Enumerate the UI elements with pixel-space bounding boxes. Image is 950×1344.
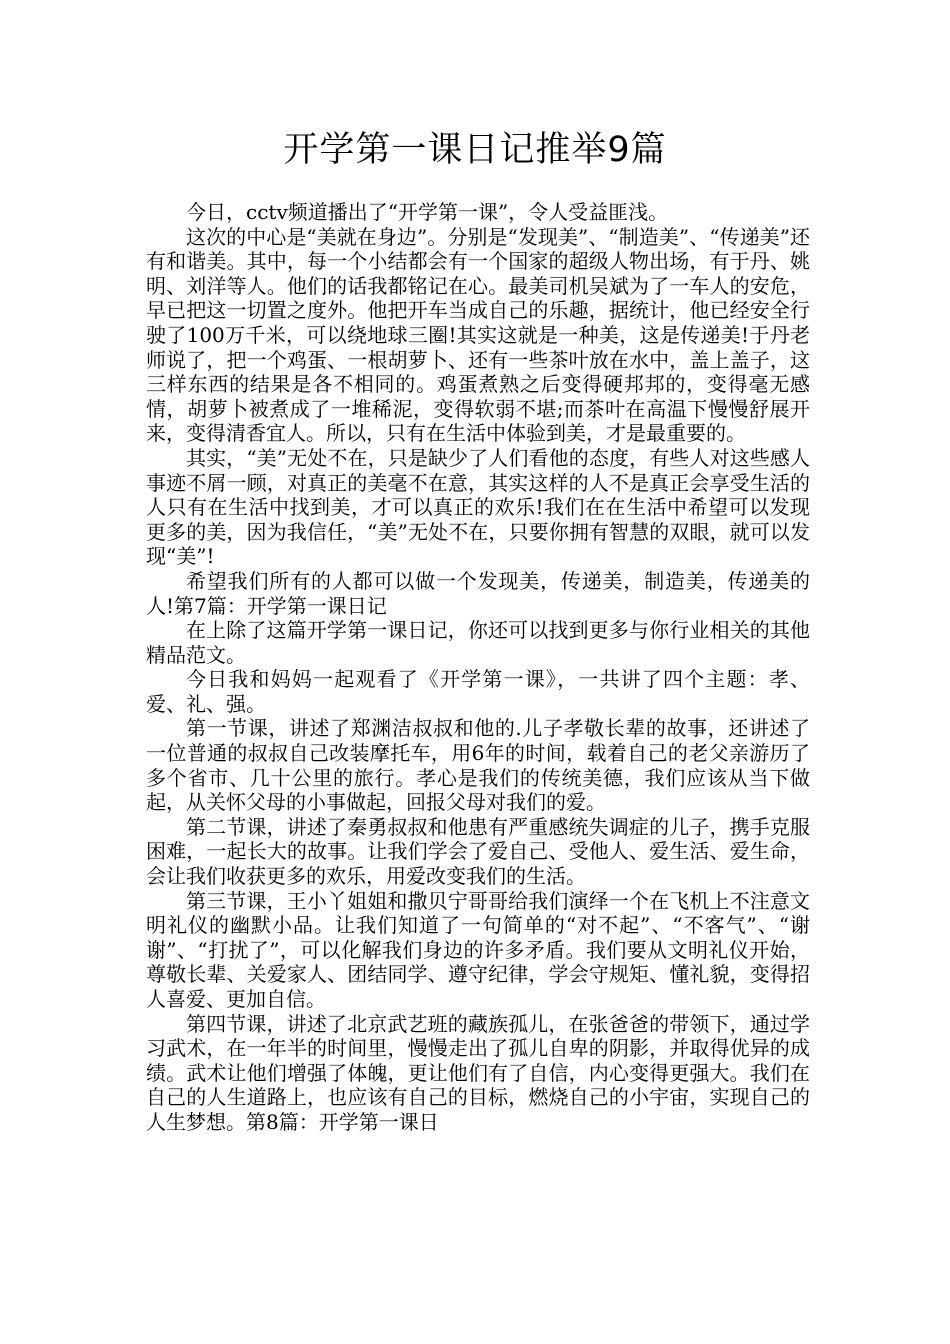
paragraph: 今日我和妈妈一起观看了《开学第一课》，一共讲了四个主题：孝、爱、礼、强。 [146, 667, 810, 716]
paragraph: 第四节课，讲述了北京武艺班的藏族孤儿，在张爸爸的带领下，通过学习武术，在一年半的时间里，慢慢走出了孤儿自卑的阴影，并取得优异的成绩。武术让他们增强了体魄，更让他们有了自信，内心变得更强大。我们在自己的人生道路上，也应该有自己的目标，燃烧自己的小宇宙，实现自己的人生梦想。第8篇：开学第一课日 [146, 1011, 810, 1134]
paragraph: 第二节课，讲述了秦勇叔叔和他患有严重感统失调症的儿子，携手克服困难，一起长大的故事。让我们学会了爱自己、受他人、爱生活、爱生命，会让我们收获更多的欢乐，用爱改变我们的生活。 [146, 814, 810, 889]
document-body [146, 200, 810, 1135]
paragraph: 希望我们所有的人都可以做一个发现美，传递美，制造美，传递美的人!第7篇：开学第一课日记 [146, 568, 810, 618]
paragraph: 这次的中心是“美就在身边”。分别是“发现美”、“制造美”、“传递美”还有和谐美。其中，每一个小结都会有一个国家的超级人物出场，有于丹、姚明、刘洋等人。他们的话我都铭记在心。最美司机吴斌为了一车人的安危，早已把这一切置之度外。他把开车当成自己的乐趣，据统计，他已经安全行驶了100万千米，可以绕地球三圈!其实这就是一种美，这是传递美!于丹老师说了，把一个鸡蛋、一根胡萝卜、还有一些茶叶放在水中，盖上盖子，这三样东西的结果是各不相同的。鸡蛋煮熟之后变得硬邦邦的，变得毫无感情，胡萝卜被煮成了一堆稀泥，变得软弱不堪;而茶叶在高温下慢慢舒展开来，变得清香宜人。所以，只有在生活中体验到美，才是最重要的。 [146, 224, 810, 446]
paragraph: 第一节课，讲述了郑渊洁叔叔和他的.儿子孝敬长辈的故事，还讲述了一位普通的叔叔自己改装摩托车，用6年的时间，载着自己的老父亲游历了多个省市、几十公里的旅行。孝心是我们的传统美德，我们应该从当下做起，从关怀父母的小事做起，回报父母对我们的爱。 [146, 716, 810, 815]
document-title: 开学第一课日记推举9篇 [283, 130, 667, 170]
paragraph: 其实，“美”无处不在，只是缺少了人们看他的态度，有些人对这些感人事迹不屑一顾，对真正的美毫不在意，其实这样的人不是真正会享受生活的人只有在生活中找到美，才可以真正的欢乐!我们在在生活中希望可以发现更多的美，因为我信任，“美”无处不在，只要你拥有智慧的双眼，就可以发现“美”! [146, 445, 810, 569]
paragraph: 第三节课，王小丫姐姐和撒贝宁哥哥给我们演绎一个在飞机上不注意文明礼仪的幽默小品。让我们知道了一句简单的“对不起”、“不客气”、“谢谢”、“打扰了”，可以化解我们身边的许多矛盾。我们要从文明礼仪开始，尊敬长辈、关爱家人、团结同学、遵守纪律，学会守规矩、懂礼貌，变得招人喜爱、更加自信。 [146, 888, 810, 1011]
paragraph: 今日，cctv频道播出了“开学第一课”，令人受益匪浅。 [186, 200, 669, 224]
paragraph: 在上除了这篇开学第一课日记，你还可以找到更多与你行业相关的其他精品范文。 [146, 618, 810, 667]
